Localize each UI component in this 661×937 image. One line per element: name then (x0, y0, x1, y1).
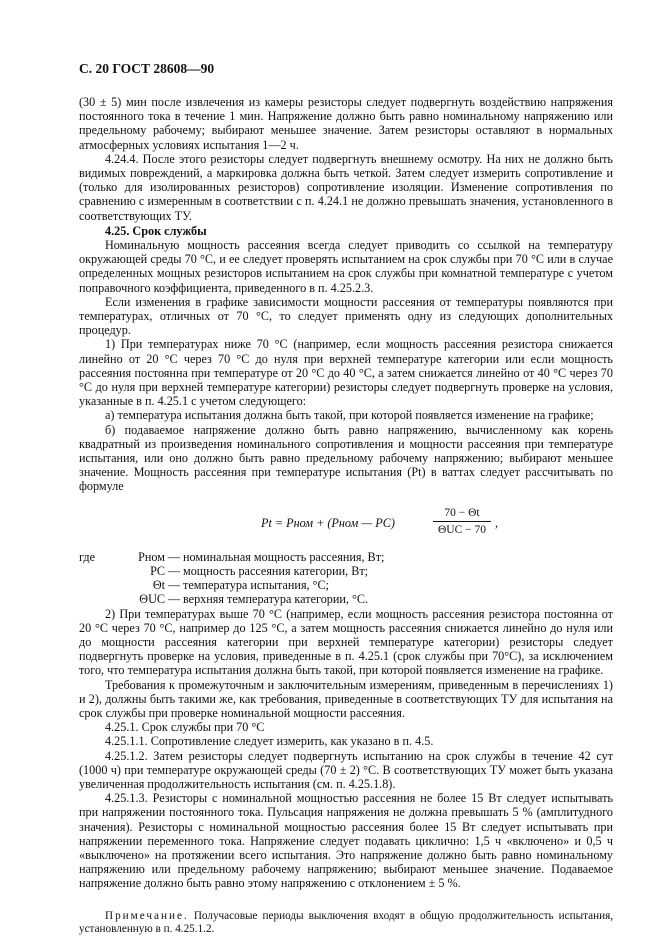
definition-symbol: ΘUC (139, 592, 165, 607)
paragraph: 2) При температурах выше 70 °С (например, если мощность рассеяния резистора постоянна от 20 °С через 70 °С, например до 125 °С, а затем мощность рассеяния снижается линейно до нуля или до мощности рассеяния категории при верхней температуре категории) резисторы следует подвергнуть проверке на условия, приведенные в п. 4.25.1 (срок службы при 70°С), за исключением того, что температура испытания должна быть такой, при которой появляется изменение на графике. (79, 606, 613, 678)
paragraph: 1) При температурах ниже 70 °С (например, если мощность рассеяния резистора снижается линейно от 20 °С через 70 °С до нуля при верхней температуре категории или если мощность рассеяния постоянна при температуре от 20 °С до 40 °С, а затем снижается линейно от 40 °С через 70 °С до нуля при верхней температуре категории) резисторы следует подвергнуть проверке на условия, указанные в п. 4.25.1 с учетом следующего: (79, 337, 613, 409)
paragraph: 4.24.4. После этого резисторы следует подвергнуть внешнему осмотру. На них не должно быть видимых повреждений, а маркировка должна быть четкой. Затем следует измерить сопротивление и (только для изолированных резисторов) сопротивление изоляции. Изменение сопротивления по сравнению с измеренным в соответствии с п. 4.24.1 не должно превышать значения, установленного в соответствующих ТУ. (79, 151, 613, 223)
paragraph: Если изменения в графике зависимости мощности рассеяния от температуры появляются при температурах, отличных от 70 °С, то следует применять одну из следующих дополнительных процедур. (79, 294, 613, 338)
power-formula (79, 494, 613, 550)
paragraph: Требования к промежуточным и заключительным измерениям, приведенным в перечислениях 1) и 2), должны быть такими же, как требования, приведенные в соответствующих ТУ для испытания на срок службы при проверке номинальной мощности рассеяния. (79, 677, 613, 720)
paragraph: (30 ± 5) мин после извлечения из камеры резисторы следует подвергнуть воздействию напряжения постоянного тока в течение 1 мин. Напряжение должно быть равно номинальному напряжению или предельному рабочему; выбирают меньшее значение. Затем резисторы оставляют в нормальных атмосферных условиях испытания 1—2 ч. (79, 95, 613, 152)
definition-prefix (79, 564, 107, 578)
definition-dash: — (167, 578, 181, 593)
paragraph: 4.25.1. Срок службы при 70 °С (105, 720, 265, 735)
definition-dash: — (167, 592, 181, 607)
definition-text: температура испытания, °С; (183, 578, 330, 593)
definition-symbol: PC (150, 563, 165, 578)
definition-row (79, 550, 613, 564)
formula-denominator: ΘUC − 70 (437, 523, 487, 536)
definition-prefix: где (79, 549, 96, 564)
definition-symbol: Θt (152, 578, 165, 593)
definition-row (79, 578, 613, 592)
definition-text: верхняя температура категории, °С. (183, 592, 369, 607)
definition-prefix (79, 578, 107, 592)
note (79, 910, 613, 937)
formula-numerator: 70 − Θt (433, 506, 491, 522)
paragraph: а) температура испытания должна быть такой, при которой появляется изменение на графике; (105, 408, 594, 423)
formula-fraction (433, 506, 491, 537)
definition-row (79, 564, 613, 578)
page-header: С. 20 ГОСТ 28608—90 (79, 61, 215, 76)
definition-symbol: Pном (138, 549, 165, 564)
formula-lhs: Pt = Pном + (Pном — PC) (261, 515, 395, 530)
definition-text: мощность рассеяния категории, Вт; (183, 563, 369, 578)
formula-comma: , (495, 515, 499, 530)
definition-row (79, 592, 613, 606)
paragraph: Номинальную мощность рассеяния всегда следует приводить со ссылкой на температуру окружающей среды 70 °С, и ее следует проверять испытанием на срок службы при 70 °С или в случае определенных мощных резисторов испытанием на срок службы при комнатной температуре с учетом поправочного коэффициента, приведенного в п. 4.25.2.3. (79, 238, 613, 295)
paragraph: б) подаваемое напряжение должно быть равно напряжению, вычисленному как корень квадратный из произведения номинального сопротивления и мощности рассеяния при температуре испытания, или оно должно быть равно предельному рабочему напряжению; выбирают меньшее значение. Мощность рассеяния при температуре испытания (Pt) в ваттах следует рассчитывать по формуле (79, 422, 613, 494)
paragraph: 4.25.1.2. Затем резисторы следует подвергнуть испытанию на срок службы в течение 42 сут (1000 ч) при температуре окружающей среды (70 ± 2) °С. В соответствующих ТУ может быть указана увеличенная продолжительность испытания (см. п. 4.25.1.8). (79, 748, 613, 791)
note-text: Получасовые периоды выключения входят в общую продолжительность испытания, установленную в п. 4.25.1.2. (79, 909, 614, 936)
paragraph: 4.25.1.3. Резисторы с номинальной мощностью рассеяния не более 15 Вт следует испытывать при напряжении постоянного тока. Пульсация напряжения не должна превышать 5 % (амплитудного значения). Резисторы с номинальной мощностью рассеяния более 15 Вт следует испытывать при напряжении переменного тока. Напряжение следует подавать циклично: 1,5 ч «включено» и 0,5 ч «выключено» на протяжении всего испытания. Это напряжение должно быть равно номинальному напряжению или предельному рабочему напряжению; выбирают меньшее значение. Подаваемое напряжение должно быть равно этому напряжению с отклонением ± 5 %. (79, 791, 613, 891)
note-label: Примечание. (105, 909, 189, 922)
paragraph: 4.25.1.1. Сопротивление следует измерить, как указано в п. 4.5. (105, 734, 434, 749)
body-text (79, 95, 613, 937)
definition-text: номинальная мощность рассеяния, Вт; (183, 549, 385, 564)
section-heading: 4.25. Срок службы (105, 223, 207, 238)
definition-prefix (79, 592, 107, 606)
definition-dash: — (167, 549, 181, 564)
definition-dash: — (167, 563, 181, 578)
